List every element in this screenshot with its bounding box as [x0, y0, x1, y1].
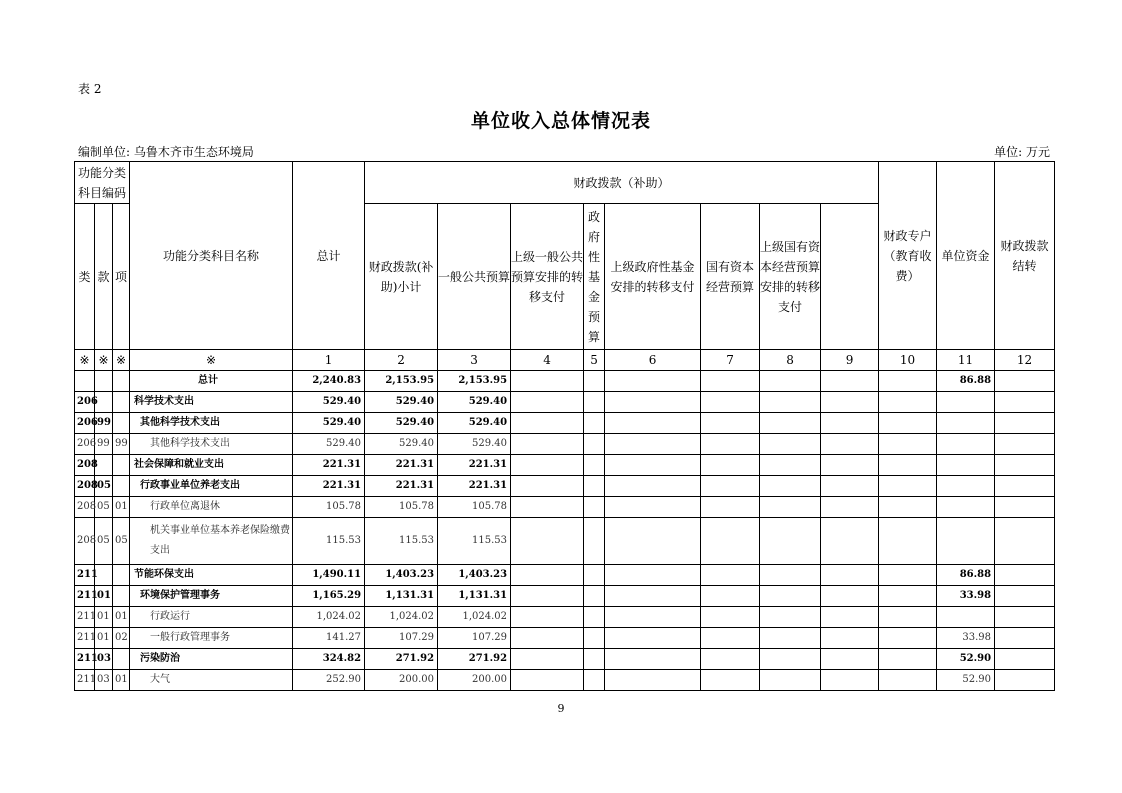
table-row: [75, 497, 1055, 518]
cell-total: 529.40: [293, 392, 365, 413]
cell-lei: 208: [75, 518, 95, 565]
organization-label: 编制单位: 乌鲁木齐市生态环境局: [78, 145, 254, 159]
index-cell: 8: [760, 350, 821, 371]
index-cell: 12: [995, 350, 1055, 371]
index-cell: 9: [821, 350, 879, 371]
cell-kuan: 05: [95, 518, 113, 565]
cell-general: 221.31: [438, 476, 511, 497]
cell-name: 社会保障和就业支出: [130, 455, 293, 476]
cell-carryover: 33.98: [937, 586, 995, 607]
cell-name: 科学技术支出: [130, 392, 293, 413]
cell-kuan: 99: [95, 434, 113, 455]
cell-xiang: [113, 413, 130, 434]
cell-xiang: 01: [113, 607, 130, 628]
cell-total: 221.31: [293, 455, 365, 476]
cell-lei: 208: [75, 476, 95, 497]
header-name: 功能分类科目名称: [130, 162, 293, 350]
index-cell: 7: [701, 350, 760, 371]
cell-carryover: [937, 607, 995, 628]
cell-lei: 211: [75, 565, 95, 586]
cell-general: 221.31: [438, 455, 511, 476]
table-row: [75, 565, 1055, 586]
cell-xiang: 02: [113, 628, 130, 649]
header-total: 总计: [293, 162, 365, 350]
cell-general: 105.78: [438, 497, 511, 518]
cell-subtotal: 2,153.95: [365, 371, 438, 392]
header-special: 财政专户（教育收费）: [879, 162, 937, 350]
cell-carryover: 52.90: [937, 649, 995, 670]
page-title: 单位收入总体情况表: [470, 110, 651, 132]
cell-general: 107.29: [438, 628, 511, 649]
table-row: [75, 586, 1055, 607]
cell-kuan: 99: [95, 413, 113, 434]
table-row: [75, 518, 1055, 565]
cell-lei: 211: [75, 607, 95, 628]
cell-xiang: [113, 371, 130, 392]
cell-kuan: [95, 371, 113, 392]
header-subtotal: 财政拨款(补助)小计: [365, 204, 438, 350]
table-row: [75, 649, 1055, 670]
header-lei: 类: [75, 204, 95, 350]
table-row: [75, 434, 1055, 455]
cell-subtotal: 115.53: [365, 518, 438, 565]
cell-lei: 206: [75, 413, 95, 434]
cell-carryover: [937, 497, 995, 518]
cell-carryover: 33.98: [937, 628, 995, 649]
cell-kuan: 03: [95, 670, 113, 691]
cell-total: 221.31: [293, 476, 365, 497]
cell-general: 271.92: [438, 649, 511, 670]
cell-xiang: 05: [113, 518, 130, 565]
cell-lei: [75, 371, 95, 392]
table-row: [75, 607, 1055, 628]
table-row: [75, 670, 1055, 691]
cell-lei: 208: [75, 497, 95, 518]
header-unit-fund: 单位资金: [937, 162, 995, 350]
cell-xiang: [113, 586, 130, 607]
cell-kuan: 03: [95, 649, 113, 670]
cell-carryover: [937, 518, 995, 565]
cell-xiang: [113, 392, 130, 413]
cell-carryover: 52.90: [937, 670, 995, 691]
header-upper-capital: 上级国有资本经营预算安排的转移支付: [760, 204, 821, 350]
header-general: 一般公共预算: [438, 204, 511, 350]
cell-carryover: [937, 476, 995, 497]
header-upper-general: 上级一般公共预算安排的转移支付: [511, 204, 584, 350]
cell-subtotal: 271.92: [365, 649, 438, 670]
cell-name: 其他科学技术支出: [130, 413, 293, 434]
index-cell: ※: [75, 350, 95, 371]
header-state-capital: 国有资本经营预算: [701, 204, 760, 350]
cell-lei: 211: [75, 628, 95, 649]
table-row: [75, 628, 1055, 649]
cell-total: 141.27: [293, 628, 365, 649]
cell-xiang: [113, 649, 130, 670]
cell-subtotal: 1,403.23: [365, 565, 438, 586]
cell-xiang: [113, 565, 130, 586]
cell-total: 252.90: [293, 670, 365, 691]
cell-total: 1,490.11: [293, 565, 365, 586]
cell-name: 污染防治: [130, 649, 293, 670]
cell-name: 节能环保支出: [130, 565, 293, 586]
cell-subtotal: 529.40: [365, 434, 438, 455]
cell-kuan: 05: [95, 497, 113, 518]
index-cell: 1: [293, 350, 365, 371]
index-cell: 10: [879, 350, 937, 371]
cell-general: 1,131.31: [438, 586, 511, 607]
cell-subtotal: 529.40: [365, 392, 438, 413]
cell-kuan: 01: [95, 628, 113, 649]
cell-carryover: [937, 434, 995, 455]
cell-name: 机关事业单位基本养老保险缴费支出: [130, 518, 293, 565]
cell-subtotal: 1,131.31: [365, 586, 438, 607]
table-row: [75, 413, 1055, 434]
cell-total: 2,240.83: [293, 371, 365, 392]
cell-name: 总计: [130, 371, 293, 392]
cell-carryover: [937, 455, 995, 476]
cell-name: 其他科学技术支出: [130, 434, 293, 455]
header-upper-fund: 上级政府性基金安排的转移支付: [605, 204, 701, 350]
cell-xiang: 99: [113, 434, 130, 455]
cell-general: 2,153.95: [438, 371, 511, 392]
cell-name: 大气: [130, 670, 293, 691]
cell-carryover: 86.88: [937, 565, 995, 586]
cell-total: 529.40: [293, 413, 365, 434]
cell-name: 行政事业单位养老支出: [130, 476, 293, 497]
cell-lei: 211: [75, 586, 95, 607]
header-gov-fund: 政府性基金预算: [584, 204, 605, 350]
cell-lei: 208: [75, 455, 95, 476]
index-cell: ※: [95, 350, 113, 371]
index-cell: 11: [937, 350, 995, 371]
index-cell: ※: [113, 350, 130, 371]
cell-general: 1,403.23: [438, 565, 511, 586]
header-code-group: 功能分类科目编码: [75, 162, 130, 204]
cell-total: 1,024.02: [293, 607, 365, 628]
cell-general: 200.00: [438, 670, 511, 691]
cell-xiang: [113, 455, 130, 476]
cell-name: 行政单位离退休: [130, 497, 293, 518]
cell-total: 115.53: [293, 518, 365, 565]
cell-xiang: 01: [113, 497, 130, 518]
cell-carryover: [937, 392, 995, 413]
cell-total: 105.78: [293, 497, 365, 518]
cell-subtotal: 107.29: [365, 628, 438, 649]
table-row: [75, 476, 1055, 497]
table-row: [75, 371, 1055, 392]
table-row: [75, 455, 1055, 476]
unit-label: 单位: 万元: [994, 145, 1050, 159]
cell-lei: 206: [75, 434, 95, 455]
cell-total: 1,165.29: [293, 586, 365, 607]
income-table: [74, 161, 1055, 691]
cell-subtotal: 221.31: [365, 455, 438, 476]
cell-name: 一般行政管理事务: [130, 628, 293, 649]
cell-general: 115.53: [438, 518, 511, 565]
index-row: [75, 350, 1055, 371]
cell-subtotal: 105.78: [365, 497, 438, 518]
cell-lei: 211: [75, 670, 95, 691]
index-cell: 3: [438, 350, 511, 371]
header-carryover: 财政拨款结转: [995, 162, 1055, 350]
cell-lei: 206: [75, 392, 95, 413]
index-cell: ※: [130, 350, 293, 371]
cell-subtotal: 200.00: [365, 670, 438, 691]
cell-total: 324.82: [293, 649, 365, 670]
header-kuan: 款: [95, 204, 113, 350]
cell-kuan: 01: [95, 607, 113, 628]
index-cell: 6: [605, 350, 701, 371]
cell-general: 529.40: [438, 413, 511, 434]
header-xiang: 项: [113, 204, 130, 350]
cell-general: 1,024.02: [438, 607, 511, 628]
header-finance-group: 财政拨款（补助）: [365, 162, 879, 204]
cell-subtotal: 1,024.02: [365, 607, 438, 628]
cell-lei: 211: [75, 649, 95, 670]
cell-total: 529.40: [293, 434, 365, 455]
cell-carryover: [937, 413, 995, 434]
index-cell: 2: [365, 350, 438, 371]
cell-general: 529.40: [438, 434, 511, 455]
cell-name: 环境保护管理事务: [130, 586, 293, 607]
cell-xiang: [113, 476, 130, 497]
cell-general: 529.40: [438, 392, 511, 413]
cell-subtotal: 221.31: [365, 476, 438, 497]
page-number: 9: [557, 702, 565, 715]
cell-xiang: 01: [113, 670, 130, 691]
table-row: [75, 392, 1055, 413]
cell-kuan: 05: [95, 476, 113, 497]
cell-name: 行政运行: [130, 607, 293, 628]
cell-carryover: 86.88: [937, 371, 995, 392]
index-cell: 4: [511, 350, 584, 371]
cell-subtotal: 529.40: [365, 413, 438, 434]
cell-kuan: 01: [95, 586, 113, 607]
index-cell: 5: [584, 350, 605, 371]
table-number: 表 2: [78, 82, 102, 96]
